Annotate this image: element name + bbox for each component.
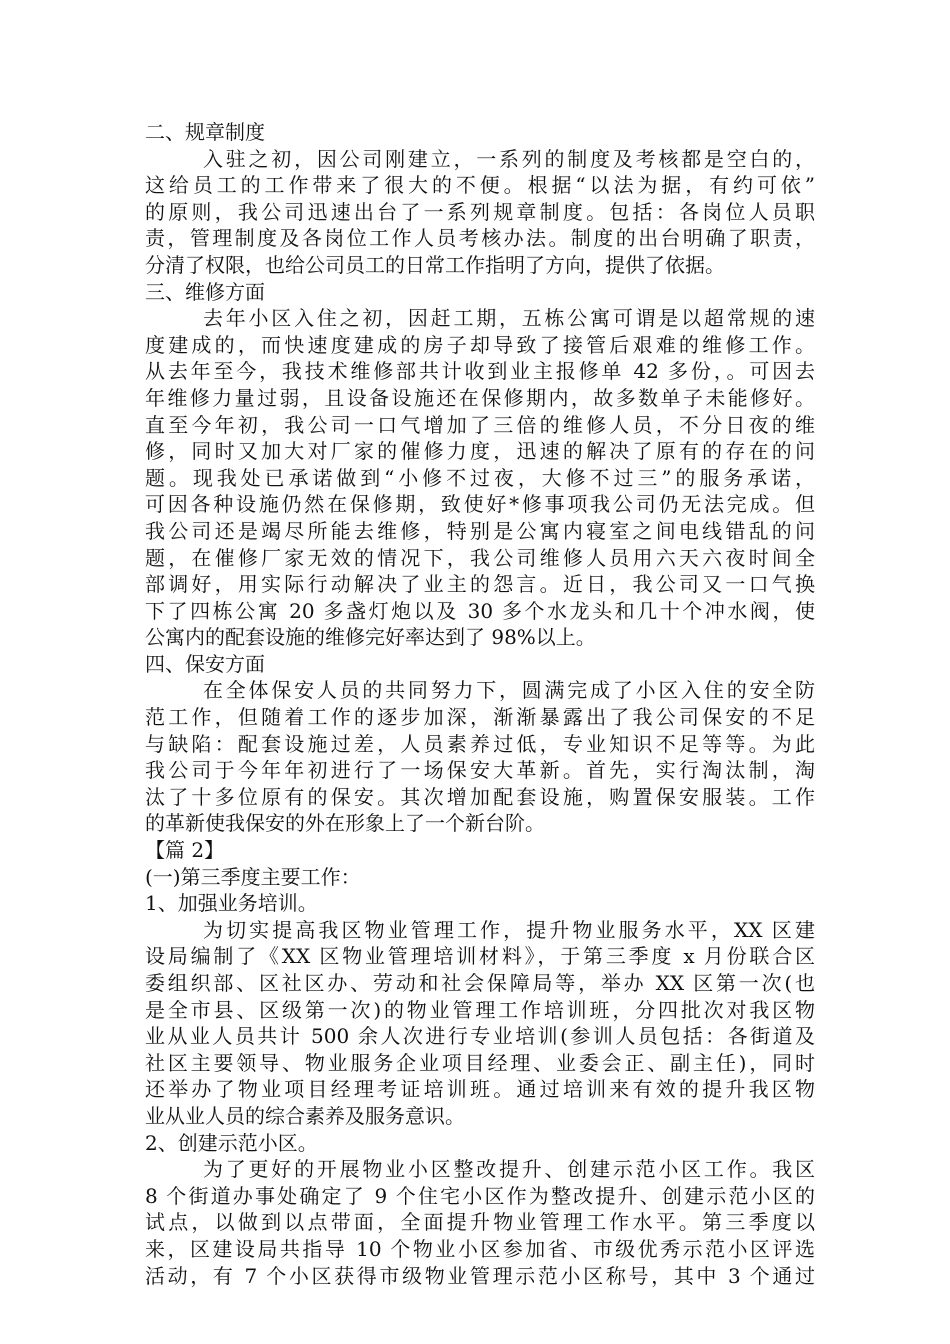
paragraph-model-community — [145, 1156, 815, 1289]
text-line: 从去年至今，我技术维修部共计收到业主报修单 42 多份，。可因去 — [145, 359, 815, 384]
heading-regulations: 二、规章制度 — [145, 120, 265, 144]
paragraph-maintenance — [145, 305, 815, 651]
text-line: 活动，有 7 个小区获得市级物业管理示范小区称号，其中 3 个通过 — [145, 1263, 815, 1288]
text-line: 部调好，用实际行动解决了业主的怨言。近日，我公司又一口气换 — [145, 572, 815, 597]
text-line: 与缺陷：配套设施过差，人员素养过低，专业知识不足等等。为此 — [145, 731, 815, 756]
text-line: 我公司于今年年初进行了一场保安大革新。首先，实行淘汰制，淘 — [145, 758, 815, 783]
text-line: 为切实提高我区物业管理工作，提升物业服务水平，XX 区建 — [203, 917, 815, 942]
text-line: 分清了权限，也给公司员工的日常工作指明了方向，提供了依据。 — [145, 252, 725, 277]
paragraph-regulations — [145, 146, 815, 279]
text-line: 8 个街道办事处确定了 9 个住宅小区作为整改提升、创建示范小区的 — [145, 1183, 815, 1208]
text-line: 直至今年初，我公司一口气增加了三倍的维修人员，不分日夜的维 — [145, 412, 815, 437]
text-line: 入驻之初，因公司刚建立，一系列的制度及考核都是空白的， — [203, 146, 815, 171]
text-line: 题，在催修厂家无效的情况下，我公司维修人员用六天六夜时间全 — [145, 545, 815, 570]
text-line: 还举办了物业项目经理考证培训班。通过培训来有效的提升我区物 — [145, 1077, 815, 1102]
text-line: 责，管理制度及各岗位工作人员考核办法。制度的出台明确了职责， — [145, 226, 815, 251]
text-line: 的革新使我保安的外在形象上了一个新台阶。 — [145, 811, 545, 836]
heading-security: 四、保安方面 — [145, 651, 265, 676]
text-line: 年维修力量过弱，且设备设施还在保修期内，故多数单子未能修好。 — [145, 385, 815, 410]
paragraph-training — [145, 917, 815, 1130]
text-line: 度建成的，而快速度建成的房子却导致了接管后艰难的维修工作。 — [145, 332, 815, 357]
text-line: 在全体保安人员的共同努力下，圆满完成了小区入住的安全防 — [203, 678, 815, 703]
text-line: 的原则，我公司迅速出台了一系列规章制度。包括：各岗位人员职 — [145, 199, 815, 224]
text-line: 题。现我处已承诺做到“小修不过夜，大修不过三”的服务承诺， — [145, 465, 815, 490]
text-line: 汰了十多位原有的保安。其次增加配套设施，购置保安服装。工作 — [145, 784, 815, 809]
text-line: 来，区建设局共指导 10 个物业小区参加省、市级优秀示范小区评选 — [145, 1236, 815, 1261]
text-line: 委组织部、区社区办、劳动和社会保障局等，举办 XX 区第一次(也 — [145, 971, 815, 995]
text-line: 下了四栋公寓 20 多盏灯炮以及 30 多个水龙头和几十个冲水阀，使 — [145, 598, 815, 623]
text-line: 业从业人员的综合素养及服务意识。 — [145, 1103, 465, 1128]
text-line: 可因各种设施仍然在保修期，致使好*修事项我公司仍无法完成。但 — [145, 492, 815, 517]
heading-q3: (一)第三季度主要工作： — [145, 864, 361, 889]
text-line: 范工作，但随着工作的逐步加深，渐渐暴露出了我公司保安的不足 — [145, 705, 815, 730]
text-line: 公寓内的配套设施的维修完好率达到了 98%以上。 — [145, 625, 596, 650]
text-line: 业从业人员共计 500 余人次进行专业培训(参训人员包括：各街道及 — [145, 1024, 815, 1049]
text-line: 试点，以做到以点带面，全面提升物业管理工作水平。第三季度以 — [145, 1210, 815, 1235]
text-line: 去年小区入住之初，因赶工期，五栋公寓可谓是以超常规的速 — [203, 306, 815, 331]
text-line: 为了更好的开展物业小区整改提升、创建示范小区工作。我区 — [203, 1157, 815, 1182]
heading-training: 1、加强业务培训。 — [145, 891, 318, 916]
heading-model-community: 2、创建示范小区。 — [145, 1130, 318, 1155]
text-line: 这给员工的工作带来了很大的不便。根据“以法为据，有约可依” — [145, 173, 815, 198]
text-line: 修，同时又加大对厂家的催修力度，迅速的解决了原有的存在的问 — [145, 439, 815, 464]
heading-maintenance: 三、维修方面 — [145, 279, 265, 304]
text-line: 社区主要领导、物业服务企业项目经理、业委会正、副主任)，同时 — [145, 1050, 815, 1075]
text-line: 我公司还是竭尽所能去维修，特别是公寓内寝室之间电线错乱的问 — [145, 518, 815, 543]
text-line: 设局编制了《XX 区物业管理培训材料》，于第三季度 x 月份联合区 — [145, 944, 815, 969]
text-line: 是全市县、区级第一次)的物业管理工作培训班，分四批次对我区物 — [145, 997, 815, 1022]
paragraph-security — [145, 677, 815, 837]
section-marker: 【篇 2】 — [145, 838, 225, 863]
document-page — [145, 119, 815, 1289]
